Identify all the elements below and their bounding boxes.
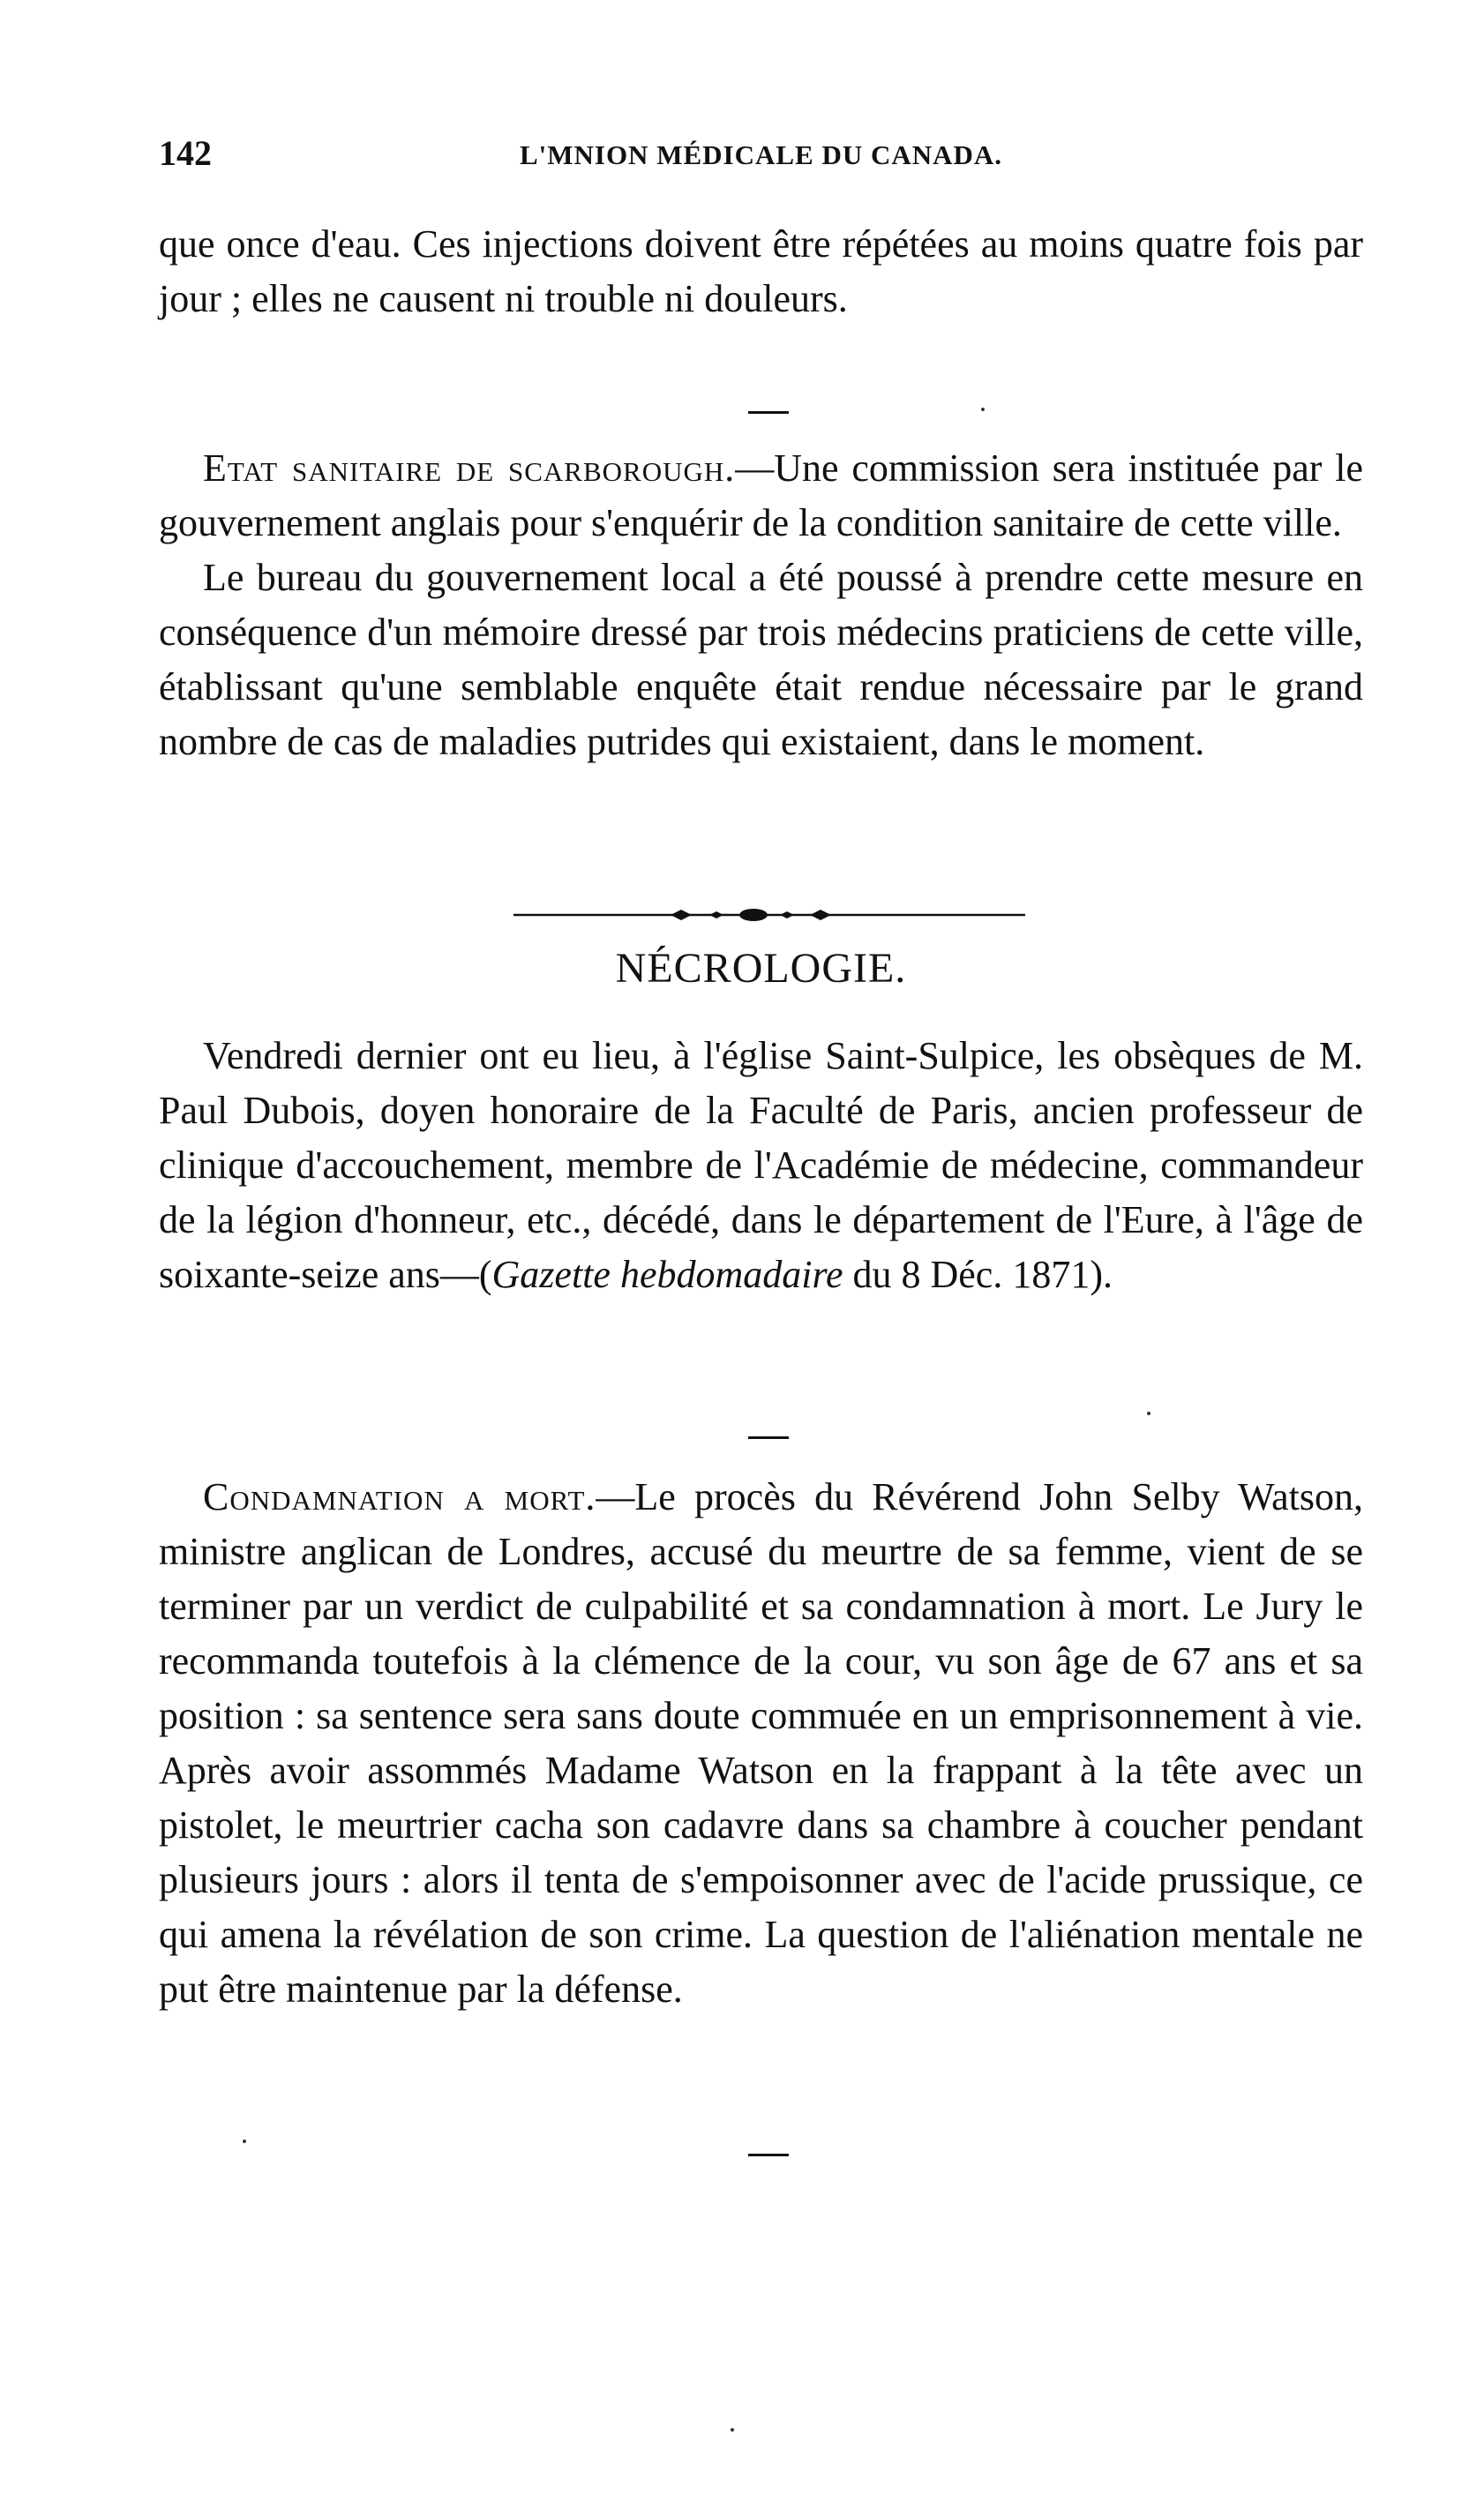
running-head: L'MNION MÉDICALE DU CANADA. <box>519 139 1003 170</box>
page-number: 142 <box>159 133 212 173</box>
scarborough-article <box>159 441 1363 769</box>
necrologie-title: NÉCROLOGIE. <box>615 945 907 992</box>
necrologie-text: Vendredi dernier ont eu lieu, à l'église Saint-Sulpice, les obsèques de M. Paul Dubois, doyen honoraire de la Faculté de Paris, ancien professeur de clinique d'accouchement, membre de l'Académie de médecine, commandeur de la légion d'honneur, etc., décédé, dans le département de l'Eure, à l'âge de soixante-seize ans—( <box>159 1034 1363 1296</box>
page-header <box>159 132 1363 185</box>
print-speck <box>981 408 985 411</box>
necrologie-citation-date: du 8 Déc. 1871). <box>843 1253 1113 1296</box>
scarborough-paragraph-2: Le bureau du gouvernement local a été poussé à prendre cette mesure en conséquence d'un mémoire dressé par trois médecins praticiens de cette ville, établissant qu'une semblable enquête était rendue nécessaire par le grand nombre de cas de maladies putrides qui existaient, dans le moment. <box>159 556 1363 763</box>
necrologie-source-title: Gazette hebdomadaire <box>491 1253 843 1296</box>
continuation-text: que once d'eau. Ces injections doivent être répétées au moins quatre fois par jour ; elles ne causent ni trouble ni douleurs. <box>159 222 1363 320</box>
scarborough-heading: Etat sanitaire de scarborough. <box>203 446 736 490</box>
section-separator-dash <box>748 2154 789 2156</box>
section-separator-dash <box>748 411 789 414</box>
condamnation-text: —Le procès du Révérend John Selby Watson, ministre anglican de Londres, accusé du meurtre de sa femme, vient de se terminer par un verdict de culpabilité et sa condamnation à mort. Le Jury le recommanda toutefois à la clémence de la cour, vu son âge de 67 ans et sa position : sa sentence sera sans doute commuée en un emprisonnement à vie. Après avoir assommés Madame Watson en la frappant à la tête avec un pistolet, le meurtrier cacha son cadavre dans sa chambre à coucher pendant plusieurs jours : alors il tenta de s'empoisonner avec de l'acide prussique, ce qui amena la révélation de son crime. La question de l'aliénation mentale ne put être maintenue par la défense. <box>159 1475 1363 2011</box>
condamnation-paragraph <box>159 1470 1363 2017</box>
print-speck <box>243 2140 246 2143</box>
scarborough-paragraph-1 <box>159 441 1363 551</box>
print-speck <box>731 2428 734 2432</box>
section-separator-dash <box>748 1436 789 1439</box>
ornamental-rule <box>513 904 1025 926</box>
necrologie-paragraph <box>159 1029 1363 1302</box>
condamnation-article <box>159 1470 1363 2017</box>
scarborough-paragraph-1-text: —Une commission sera instituée par le gouvernement anglais pour s'enquérir de la condition sanitaire de cette ville. <box>159 446 1363 544</box>
continuation-paragraph <box>159 217 1363 326</box>
condamnation-heading: Condamnation a mort. <box>203 1475 596 1518</box>
necrologie-article <box>159 1029 1363 1302</box>
print-speck <box>1147 1412 1150 1415</box>
